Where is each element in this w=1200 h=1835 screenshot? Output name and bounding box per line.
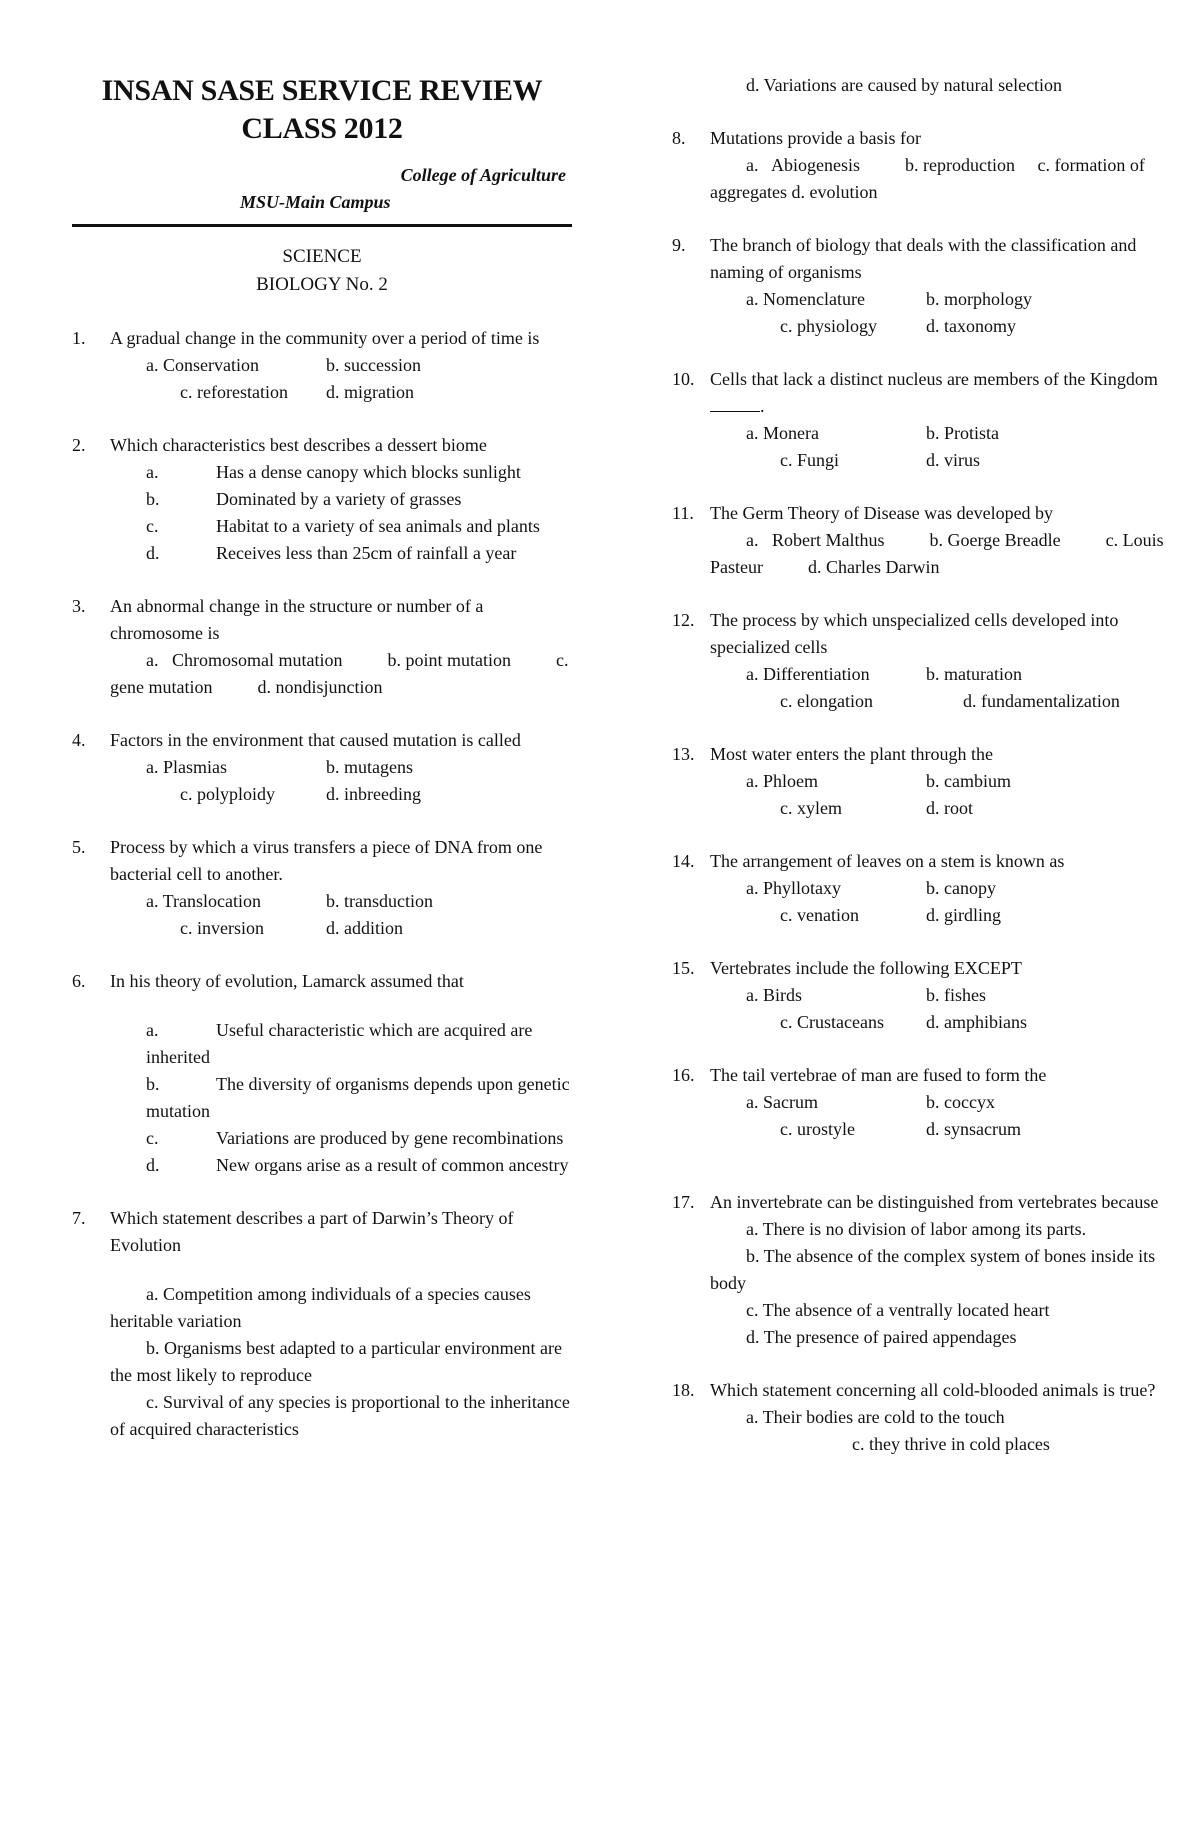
- title-line-2: CLASS 2012: [241, 112, 403, 145]
- question-text: Most water enters the plant through the: [710, 744, 993, 764]
- question-8: [672, 125, 1172, 206]
- options-row: [710, 447, 1172, 474]
- question-text: Vertebrates include the following EXCEPT: [710, 958, 1022, 978]
- option-c: c. polyploidy: [180, 784, 275, 804]
- option-d: d. migration: [326, 382, 414, 402]
- options-row: [110, 915, 572, 942]
- question-1: [72, 325, 572, 406]
- option-b: b. transduction: [326, 891, 433, 911]
- option-d: d. taxonomy: [926, 316, 1016, 336]
- option-letter: a.: [146, 462, 159, 482]
- question-number: 11.: [672, 503, 694, 523]
- college-name: College of Agriculture: [400, 165, 566, 185]
- question-number: 8.: [672, 128, 686, 148]
- option-d: d. root: [926, 798, 973, 818]
- option-c: c. physiology: [780, 316, 877, 336]
- option-text: The diversity of organisms depends upon genetic mutation: [146, 1074, 570, 1121]
- question-number: 6.: [72, 971, 86, 991]
- option-a: a. Nomenclature: [746, 289, 865, 309]
- option-text: Useful characteristic which are acquired are inherited: [146, 1020, 533, 1067]
- question-text: The Germ Theory of Disease was developed by: [710, 503, 1054, 523]
- option-b: b. Protista: [926, 423, 1000, 443]
- option-a: [110, 459, 572, 486]
- question-7: [72, 1205, 572, 1443]
- question-text: The process by which unspecialized cells developed into specialized cells: [710, 610, 1119, 657]
- question-number: 16.: [672, 1065, 695, 1085]
- question-number: 14.: [672, 851, 695, 871]
- options-row: [710, 768, 1172, 795]
- options-inline: a. Chromosomal mutation b. point mutation c. gene mutation d. nondisjunction: [110, 650, 573, 697]
- option-a: a. Birds: [746, 985, 802, 1005]
- option-d: d. The presence of paired appendages: [746, 1327, 1017, 1347]
- left-column: [72, 72, 572, 1443]
- options-row: [710, 1089, 1172, 1116]
- option-a: a. Competition among individuals of a species causes heritable variation: [110, 1284, 531, 1331]
- option-a: a. Phyllotaxy: [746, 878, 841, 898]
- question-text-end: .: [760, 396, 765, 416]
- question-text: The arrangement of leaves on a stem is known as: [710, 851, 1065, 871]
- question-number: 13.: [672, 744, 695, 764]
- question-text: [710, 366, 1172, 420]
- option-letter: a.: [146, 1020, 159, 1040]
- options-row: [110, 888, 572, 915]
- option-a: a. Plasmias: [146, 757, 227, 777]
- option-text: Has a dense canopy which blocks sunlight: [216, 462, 521, 482]
- campus-name: MSU-Main Campus: [240, 192, 391, 212]
- option-a: a. Phloem: [746, 771, 818, 791]
- option-a: a. Translocation: [146, 891, 261, 911]
- option-c: [110, 513, 572, 540]
- question-5: [72, 834, 572, 942]
- question-text: Factors in the environment that caused mutation is called: [110, 730, 521, 750]
- options-row: [110, 781, 572, 808]
- option-text: Dominated by a variety of grasses: [216, 489, 462, 509]
- options-row: [110, 754, 572, 781]
- options-row: [710, 795, 1172, 822]
- spacer: [110, 1259, 572, 1281]
- options-row: [710, 286, 1172, 313]
- options-row: [710, 902, 1172, 929]
- option-c: c. Fungi: [780, 450, 840, 470]
- question-12: [672, 607, 1172, 715]
- question-text: Which characteristics best describes a dessert biome: [110, 435, 487, 455]
- question-18: [672, 1377, 1172, 1458]
- question-4: [72, 727, 572, 808]
- option-b: b. mutagens: [326, 757, 413, 777]
- question-text: Process by which a virus transfers a piece of DNA from one bacterial cell to another.: [110, 837, 543, 884]
- options-row: [710, 313, 1172, 340]
- question-number: 2.: [72, 435, 86, 455]
- exam-label: BIOLOGY No. 2: [256, 274, 388, 295]
- question-text: Which statement concerning all cold-blooded animals is true?: [710, 1380, 1156, 1400]
- question-text: Which statement describes a part of Darwin’s Theory of Evolution: [110, 1208, 514, 1255]
- option-a: a. Differentiation: [746, 664, 870, 684]
- option-b: b. morphology: [926, 289, 1032, 309]
- option-a: a. Monera: [746, 423, 819, 443]
- options-row: [710, 1009, 1172, 1036]
- option-c: c. The absence of a ventrally located heart: [746, 1300, 1050, 1320]
- question-number: 3.: [72, 596, 86, 616]
- title-line-1: INSAN SASE SERVICE REVIEW: [101, 74, 543, 107]
- option-b: b. succession: [326, 355, 421, 375]
- option-letter: c.: [146, 516, 159, 536]
- right-column: [672, 72, 1172, 1458]
- options-row: [710, 875, 1172, 902]
- options-row: [710, 1116, 1172, 1143]
- question-text: An invertebrate can be distinguished from vertebrates because: [710, 1192, 1159, 1212]
- options-row: [110, 352, 572, 379]
- question-9: [672, 232, 1172, 340]
- option-b: b. canopy: [926, 878, 996, 898]
- option-c: c. Survival of any species is proportional to the inheritance of acquired characteristics: [110, 1392, 570, 1439]
- options-row: [710, 982, 1172, 1009]
- option-text: Variations are produced by gene recombinations: [216, 1128, 564, 1148]
- question-number: 12.: [672, 610, 695, 630]
- subject-label: SCIENCE: [282, 246, 362, 267]
- question-number: 18.: [672, 1380, 695, 1400]
- question-number: 15.: [672, 958, 695, 978]
- question-number: 17.: [672, 1192, 695, 1212]
- option-b: b. coccyx: [926, 1092, 995, 1112]
- question-10: [672, 366, 1172, 474]
- option-text: Receives less than 25cm of rainfall a year: [216, 543, 517, 563]
- spacer: [110, 995, 572, 1017]
- option-letter: c.: [146, 1128, 159, 1148]
- answer-blank: [710, 393, 760, 412]
- option-a: a. Conservation: [146, 355, 259, 375]
- option-a: a. There is no division of labor among its parts.: [746, 1219, 1087, 1239]
- question-2: [72, 432, 572, 567]
- question-text: A gradual change in the community over a period of time is: [110, 328, 540, 348]
- question-17: [672, 1189, 1172, 1351]
- options-inline: a. Abiogenesis b. reproduction c. formation of aggregates d. evolution: [710, 155, 1150, 202]
- option-d: [110, 540, 572, 567]
- options-row: [110, 379, 572, 406]
- option-b: b. maturation: [926, 664, 1022, 684]
- option-b: b. cambium: [926, 771, 1011, 791]
- option-b: b. Organisms best adapted to a particular environment are the most likely to reproduce: [110, 1338, 563, 1385]
- option-d: d. inbreeding: [326, 784, 421, 804]
- question-number: 5.: [72, 837, 86, 857]
- question-15: [672, 955, 1172, 1036]
- option-c: c. reforestation: [180, 382, 288, 402]
- option-b: [110, 1071, 572, 1125]
- question-text: The tail vertebrae of man are fused to form the: [710, 1065, 1047, 1085]
- options-row: [710, 661, 1172, 688]
- option-letter: d.: [146, 543, 160, 563]
- options-row: [710, 420, 1172, 447]
- option-letter: b.: [146, 1074, 160, 1094]
- question-6: [72, 968, 572, 1179]
- question-14: [672, 848, 1172, 929]
- option-b: b. The absence of the complex system of bones inside its body: [710, 1246, 1156, 1293]
- option-c: c. Crustaceans: [780, 1012, 884, 1032]
- option-c: c. they thrive in cold places: [852, 1434, 1050, 1454]
- option-a: [110, 1017, 572, 1071]
- question-3: [72, 593, 572, 701]
- option-letter: b.: [146, 489, 160, 509]
- question-number: 1.: [72, 328, 86, 348]
- question-number: 10.: [672, 369, 695, 389]
- header-divider: [72, 224, 572, 227]
- question-16: [672, 1062, 1172, 1143]
- option-c: c. urostyle: [780, 1119, 855, 1139]
- question-number: 9.: [672, 235, 686, 255]
- option-a: a. Their bodies are cold to the touch: [746, 1407, 1005, 1427]
- option-letter: d.: [146, 1155, 160, 1175]
- question-11: [672, 500, 1172, 581]
- question-number: 4.: [72, 730, 86, 750]
- question-text-main: Cells that lack a distinct nucleus are members of the Kingdom: [710, 369, 1158, 389]
- option-d: d. amphibians: [926, 1012, 1027, 1032]
- option-d: d. virus: [926, 450, 980, 470]
- question-text: Mutations provide a basis for: [710, 128, 921, 148]
- option-d: d. synsacrum: [926, 1119, 1021, 1139]
- question-text: The branch of biology that deals with the classification and naming of organisms: [710, 235, 1137, 282]
- question-number: 7.: [72, 1208, 86, 1228]
- question-7-option-d: d. Variations are caused by natural selection: [746, 75, 1063, 95]
- option-c: c. inversion: [180, 918, 264, 938]
- question-text: In his theory of evolution, Lamarck assumed that: [110, 971, 464, 991]
- option-d: d. addition: [326, 918, 403, 938]
- option-text: Habitat to a variety of sea animals and plants: [216, 516, 540, 536]
- option-c: c. venation: [780, 905, 859, 925]
- options-inline: a. Robert Malthus b. Goerge Breadle c. Louis Pasteur d. Charles Darwin: [710, 530, 1169, 577]
- question-13: [672, 741, 1172, 822]
- option-b: b. fishes: [926, 985, 986, 1005]
- option-b: [110, 486, 572, 513]
- option-d: d. girdling: [926, 905, 1001, 925]
- options-cd: c. elongation d. fundamentalization: [780, 691, 1120, 711]
- option-d: [110, 1152, 572, 1179]
- option-text: New organs arise as a result of common ancestry: [216, 1155, 569, 1175]
- option-c: [110, 1125, 572, 1152]
- question-text: An abnormal change in the structure or number of a chromosome is: [110, 596, 484, 643]
- option-c: c. xylem: [780, 798, 842, 818]
- option-a: a. Sacrum: [746, 1092, 818, 1112]
